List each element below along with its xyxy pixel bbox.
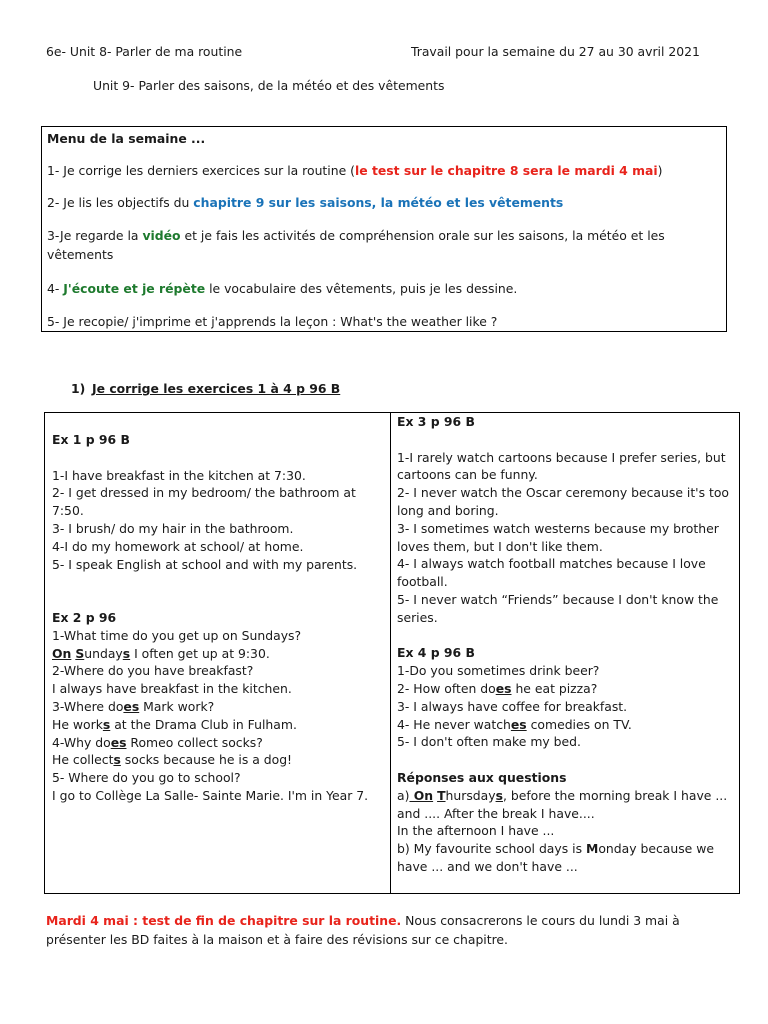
ex2-question: 2-Where do you have breakfast? [52,663,254,679]
menu-item-2: 2- Je lis les objectifs du chapitre 9 sur les saisons, la météo et les vêtements [47,195,564,210]
header-subtitle: Unit 9- Parler des saisons, de la météo et des vêtements [93,78,445,93]
ex3-line: 1-I rarely watch cartoons because I prefer series, but cartoons can be funny. [397,449,726,483]
left-column [52,431,382,805]
section-number: 1) [71,381,86,396]
ex1-line: 4-I do my homework at school/ at home. [52,538,304,554]
ex4-line: 5- I don't often make my bed. [397,734,581,750]
ex2-answer: I always have breakfast in the kitchen. [52,681,292,697]
response-a: a) On Thursdays, before the morning break I have ... and .... After the break I have.... [397,787,728,821]
section-title: Je corrige les exercices 1 à 4 p 96 B [92,381,341,396]
ex2-question: 5- Where do you go to school? [52,770,241,786]
ex3-title: Ex 3 p 96 B [397,414,475,429]
ex2-title: Ex 2 p 96 [52,609,117,625]
ex2-answer: On Sundays I often get up at 9:30. [52,645,270,661]
ex4-line: 1-Do you sometimes drink beer? [397,663,600,679]
ex4-line: 2- How often does he eat pizza? [397,680,598,696]
responses-title: Réponses aux questions [397,769,567,785]
weekly-menu-box [41,126,727,332]
ex2-question: 1-What time do you get up on Sundays? [52,627,302,643]
ex2-answer: He works at the Drama Club in Fulham. [52,716,297,732]
ex1-title: Ex 1 p 96 B [52,432,130,447]
menu-item-4: 4- J'écoute et je répète le vocabulaire des vêtements, puis je les dessine. [47,281,518,296]
ex2-answer: He collects socks because he is a dog! [52,752,293,768]
ex3-line: 4- I always watch football matches because I love football. [397,556,706,590]
ex1-line: 1-I have breakfast in the kitchen at 7:30. [52,467,306,483]
header-right: Travail pour la semaine du 27 au 30 avril 2021 [411,44,700,59]
menu-item-3: 3-Je regarde la vidéo et je fais les activités de compréhension orale sur les saisons, la météo et les vêtements [47,228,665,262]
menu-item-1: 1- Je corrige les derniers exercices sur la routine (le test sur le chapitre 8 sera le mardi 4 mai) [47,163,663,178]
menu-title: Menu de la semaine ... [47,131,206,146]
ex2-question: 4-Why does Romeo collect socks? [52,734,263,750]
menu-item-5: 5- Je recopie/ j'imprime et j'apprends la leçon : What's the weather like ? [47,314,498,329]
response-b: b) My favourite school days is Monday because we have ... and we don't have ... [397,841,714,874]
ex4-title: Ex 4 p 96 B [397,645,475,661]
footer-note: Mardi 4 mai : test de fin de chapitre sur la routine. Nous consacrerons le cours du lundi 3 mai à présenter les BD faites à la maison et à faire des révisions sur ce chapitre. [46,913,680,947]
response-a-line2: In the afternoon I have ... [397,823,555,839]
table-divider [390,413,391,893]
header-left: 6e- Unit 8- Parler de ma routine [46,44,243,59]
ex3-line: 5- I never watch “Friends” because I don't know the series. [397,591,719,625]
ex3-line: 3- I sometimes watch westerns because my brother loves them, but I don't like them. [397,520,719,554]
exercise-table [44,412,740,894]
ex1-line: 3- I brush/ do my hair in the bathroom. [52,520,294,536]
right-column [397,413,735,876]
ex2-answer: I go to Collège La Salle- Sainte Marie. I'm in Year 7. [52,787,369,803]
ex3-line: 2- I never watch the Oscar ceremony because it's too long and boring. [397,485,729,518]
ex4-line: 4- He never watches comedies on TV. [397,716,632,732]
ex1-line: 2- I get dressed in my bedroom/ the bathroom at 7:50. [52,485,356,519]
ex1-line: 5- I speak English at school and with my parents. [52,556,358,572]
ex4-line: 3- I always have coffee for breakfast. [397,698,628,714]
ex2-question: 3-Where does Mark work? [52,698,215,714]
